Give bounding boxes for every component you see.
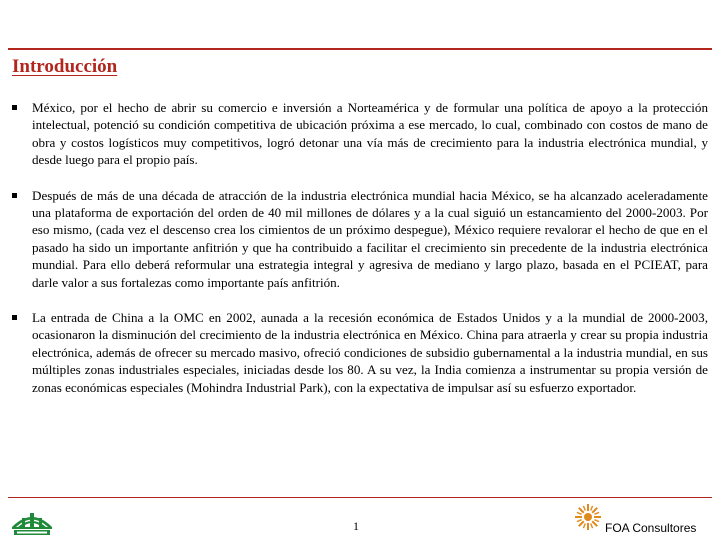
bullet-square-icon [12, 315, 17, 320]
bullet-text: México, por el hecho de abrir su comercio e inversión a Norteamérica y de formular una política de apoyo a la protección intelectual, potenció su condición competitiva de ubicación próxima a ese mercado, lo cual, combinado con costos de mano de obra y costos logísticos muy competitivos, logró detonar una vía más de crecimiento para la industria electrónica mundial, y desde luego para el propio país. [32, 100, 708, 168]
foa-consultores-label: FOA Consultores [605, 521, 697, 535]
bullet-item [12, 309, 708, 396]
bullet-item [12, 187, 708, 291]
page-title: Introducción [12, 56, 118, 77]
bottom-divider [8, 497, 712, 498]
bullet-text: Después de más de una década de atracción de la industria electrónica mundial hacia México, se ha alcanzado aceleradamente una plataforma de exportación del orden de 40 mil millones de dólares y a la cual siguió un estancamiento del 2000-2003. Por eso mismo, (cada vez el descenso crea los cimientos de un próximo despegue), México requiere revalorar el hecho de que en el pasado ha sido un importante anfitrión y que ha contribuido a facilitar el crecimiento sin precedente de la industria electrónica mundial. Para ello deberá reformular una estrategia integral y agresiva de mediano y largo plazo, basada en el PCIEAT, para darle valor a sus fortalezas como importante país anfitrión. [32, 187, 708, 290]
bullet-item [12, 99, 708, 169]
foa-sun-logo-icon [574, 503, 602, 531]
bullet-text: La entrada de China a la OMC en 2002, aunada a la recesión económica de Estados Unidos y a la mundial de 2000-2003, ocasionaron la disminución del crecimiento de la industria electrónica en México. China para atraerla y crear su propia industria electrónica, además de ofrecer su mercado masivo, ofreció condiciones de subsidio gubernamental a la industria mundial, en sus múltiples zonas industriales especiales, iniciadas desde los 80. A su vez, la India comienza a instrumentar su propia versión de zonas económicas especiales (Mohindra Industrial Park), con la expectativa de impulsar así su esfuerzo exportador. [32, 310, 708, 395]
bullet-square-icon [12, 105, 17, 110]
bullet-square-icon [12, 193, 17, 198]
bullet-list [12, 99, 708, 414]
page-number: 1 [353, 519, 359, 533]
top-divider [8, 48, 712, 50]
canieti-logo-icon [8, 505, 56, 537]
